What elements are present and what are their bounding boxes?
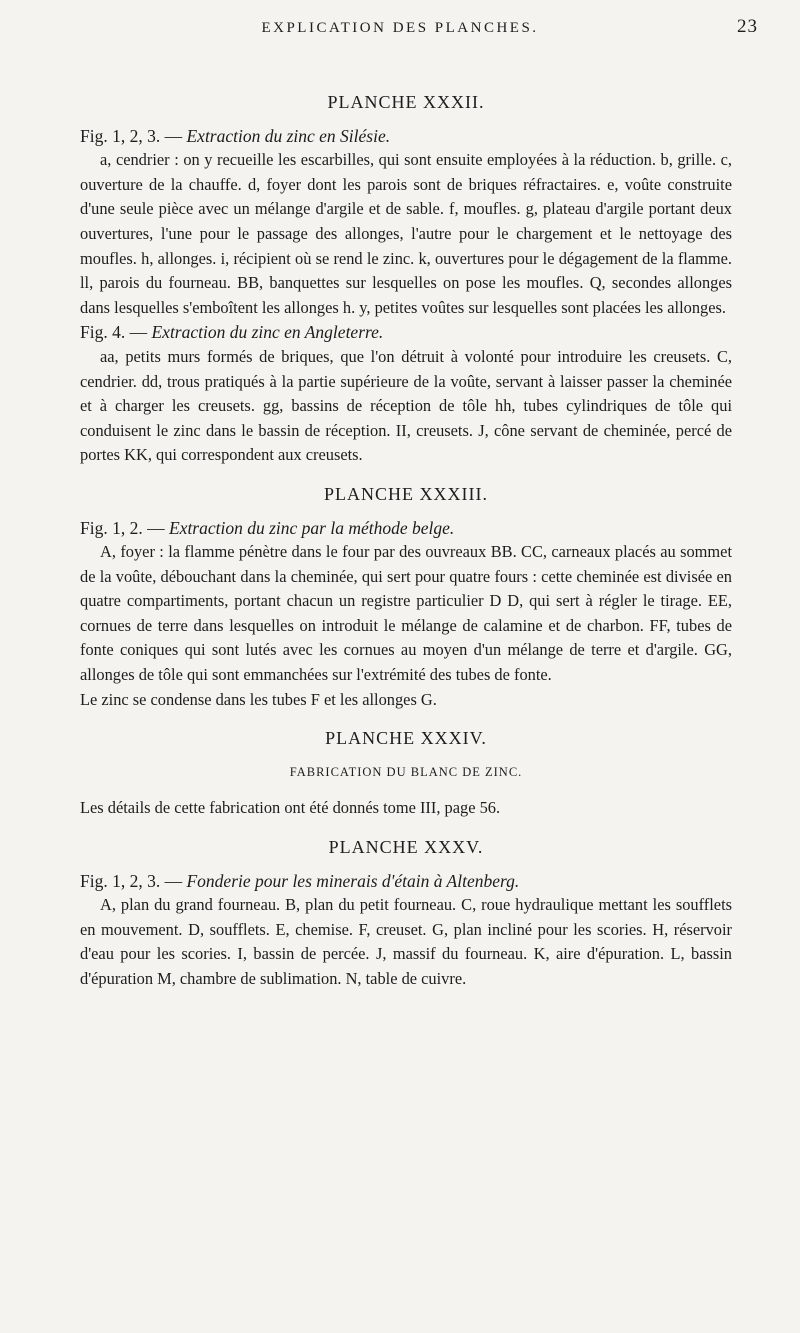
plate-title: PLANCHE XXXIII. <box>324 483 488 504</box>
figure-label: Fig. 1, 2. — <box>80 517 165 538</box>
figure-title: Extraction du zinc en Silésie. <box>186 125 391 146</box>
figure-label: Fig. 1, 2, 3. — <box>80 870 183 891</box>
page-number: 23 <box>737 16 758 37</box>
plate-title: PLANCHE XXXV. <box>328 837 484 858</box>
figure-heading <box>80 516 732 541</box>
running-head <box>0 16 800 50</box>
figure-legend: aa, petits murs formés de briques, que l'on détruit à volonté pour introduire les creusets. C, cendrier. dd, trous pratiqués à la partie supérieure de la voûte, servant à laisser passer la cheminée et à charger les creusets. gg, bassins de réception de tôle hh, tubes cylindriques de tôle qui conduisent le zinc dans le bassin de réception. II, creusets. J, cône servant de cheminée, percé de portes KK, qui correspondent aux creusets. <box>80 346 732 465</box>
figure-label: Fig. 1, 2, 3. — <box>80 125 183 146</box>
figure-heading <box>80 320 732 345</box>
plate-title: PLANCHE XXXII. <box>327 92 485 112</box>
figure-title: Fonderie pour les minerais d'étain à Altenberg. <box>186 870 520 891</box>
figure-title: Extraction du zinc en Angleterre. <box>151 322 384 343</box>
figure-legend: a, cendrier : on y recueille les escarbilles, qui sont ensuite employées à la réduction. b, grille. c, ouverture de la chauffe. d, foyer dont les parois sont de briques réfractaires. e, voûte construite d'une seule pièce avec un mélange d'argile et de sable. f, moufles. g, plateau d'argile portant deux ouvertures, l'une pour le passage des allonges, l'autre pour le chargement et le nettoyage des moufles. h, allonges. i, récipient où se rend le zinc. k, ouvertures pour le dégagement de la flamme. ll, parois du fourneau. BB, banquettes sur lesquelles on pose les moufles. Q, secondes allonges dans lesquelles s'emboîtent les allonges h. y, petites voûtes sur lesquelles sont placées les allonges. <box>80 150 732 317</box>
figure-legend: A, plan du grand fourneau. B, plan du petit fourneau. C, roue hydraulique mettant les soufflets en mouvement. D, soufflets. E, chemise. F, creuset. G, plan incliné pour les scories. H, réservoir d'eau pour les scories. I, bassin de percée. J, massif du fourneau. K, aire d'épuration. L, bassin d'épuration M, chambre de sublimation. N, table de cuivre. <box>80 895 732 988</box>
plate-note: Le zinc se condense dans les tubes F et les allonges G. <box>80 689 437 709</box>
figure-heading <box>80 124 732 149</box>
figure-label: Fig. 4. — <box>80 322 148 343</box>
plate-note: Les détails de cette fabrication ont été donnés tome III, page 56. <box>80 798 501 818</box>
figure-title: Extraction du zinc par la méthode belge. <box>168 517 455 538</box>
page-body <box>80 90 732 992</box>
figure-legend: A, foyer : la flamme pénètre dans le four par des ouvreaux BB. CC, carneaux placés au sommet de la voûte, débouchant dans la cheminée, qui sert pour quatre fours : cette cheminée est divisée en quatre compartiments, portant chacun un registre particulier D D, qui sert à régler le tirage. EE, cornues de terre dans lesquelles on introduit le mélange de calamine et de charbon. FF, tubes de fonte coniques qui sont lutés avec les cornues au moyen d'un mélange de terre et d'argile. GG, allonges de tôle qui sont emmanchées sur l'extrémité des tubes de fonte. <box>80 542 732 685</box>
plate-title: PLANCHE XXXIV. <box>325 728 487 749</box>
figure-heading <box>80 869 732 894</box>
plate-subtitle: FABRICATION DU BLANC DE ZINC. <box>289 764 523 779</box>
running-title: EXPLICATION DES PLANCHES. <box>261 20 539 36</box>
